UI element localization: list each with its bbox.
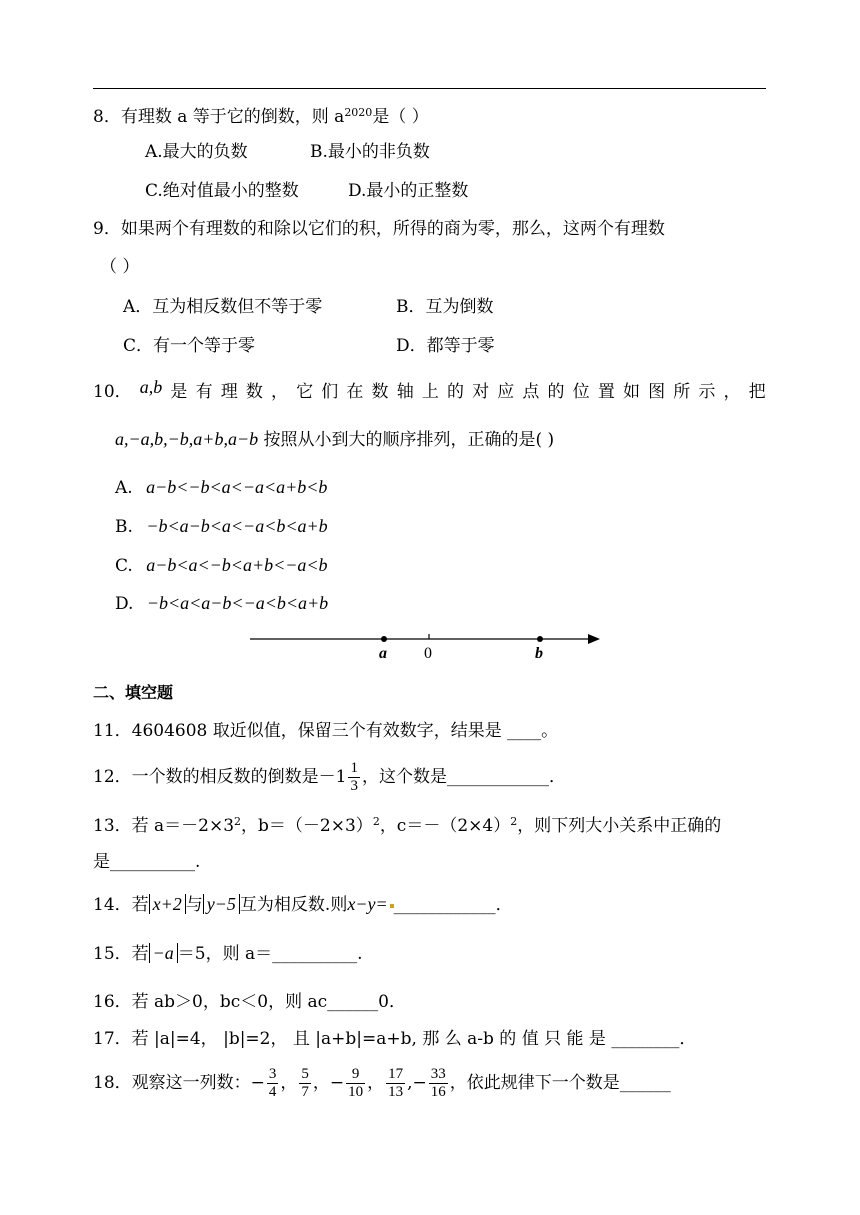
q18-fraction-2: $\frac{5}{7}$ bbox=[301, 1066, 309, 1100]
q13-line1: 13．若 $a=-2\times 3^2$，$b=(-2\times 3)^2$，$c=-(2\times 4)^2$，则下列大小关系中正确的 bbox=[93, 815, 722, 836]
q9-option-d: D．都等于零 bbox=[396, 336, 495, 356]
q18: 18．观察这一列数：− $\frac{3}{4}$ ， $\frac{5}{7}$ ，− $\frac{9}{10}$ ， $\frac{17}{13}$ ,− $\frac{33}{16}$ ，依此规律下一个数是______ bbox=[93, 1066, 671, 1100]
number-line-arrow bbox=[588, 634, 600, 644]
q17: 17．若 |a|=4， |b|=2， 且 |a+b|=a+b, 那 么 a-b 的 值 只 能 是 ________． bbox=[93, 1029, 697, 1049]
q18-fraction-1: $\frac{3}{4}$ bbox=[268, 1066, 277, 1100]
label-a: a bbox=[379, 645, 387, 662]
q15: 15．若 −a ＝5，则 a＝__________. bbox=[93, 943, 363, 964]
q10-option-d: D. −b<a<a−b<−a<b<a+b bbox=[115, 593, 329, 614]
section-title: 二、填空题 bbox=[93, 683, 174, 702]
q8-option-b: B.最小的非负数 bbox=[310, 142, 430, 162]
q10-option-a: A. a−b<−b<a<−a<a+b<b bbox=[115, 477, 328, 498]
number-line-figure bbox=[245, 625, 605, 665]
q12-fraction: $\frac{1}{3}$ bbox=[350, 760, 358, 794]
q10-option-b: B. −b<a−b<a<−a<b<a+b bbox=[115, 516, 328, 537]
q13-line2: 是__________. bbox=[93, 852, 201, 872]
label-b: b bbox=[535, 645, 543, 662]
q9-option-b: B．互为倒数 bbox=[396, 297, 494, 317]
q8-option-d: D.最小的正整数 bbox=[348, 181, 469, 201]
q8-option-a: A.最大的负数 bbox=[145, 142, 248, 162]
label-zero: 0 bbox=[424, 645, 432, 662]
q10-stem-line1: 10． a,b 是 有 理 数 ， 它 们 在 数 轴 上 的 对 应 点 的 位 置 如 图 所 示 ， 把 bbox=[93, 377, 766, 402]
q8-stem: 8．有理数 a 等于它的倒数，则 $a^{2020}$是（ ） bbox=[93, 106, 429, 127]
q9-option-c: C．有一个等于零 bbox=[123, 336, 256, 356]
header-rule bbox=[93, 88, 766, 89]
q16: 16．若 ab＞0，bc＜0，则 ac______0． bbox=[93, 992, 406, 1012]
q18-fraction-3: $\frac{9}{10}$ bbox=[348, 1066, 364, 1100]
point-a bbox=[381, 636, 387, 642]
q10-option-c: C. a−b<a<−b<a+b<−a<b bbox=[115, 555, 328, 576]
point-b bbox=[537, 636, 543, 642]
q9-stem: 9．如果两个有理数的和除以它们的积，所得的商为零，那么，这两个有理数 bbox=[93, 219, 665, 239]
q14: 14．若 x+2 与 y−5 互为相反数.则x−y= ____________． bbox=[93, 894, 513, 915]
q9-option-a: A．互为相反数但不等于零 bbox=[123, 297, 323, 317]
q8-option-c: C.绝对值最小的整数 bbox=[145, 181, 299, 201]
q11: 11．4604608 取近似值，保留三个有效数字，结果是 ____。 bbox=[93, 721, 559, 741]
q18-fraction-5: $\frac{33}{16}$ bbox=[430, 1066, 446, 1100]
q9-paren: （ ） bbox=[100, 257, 140, 277]
q10-stem-line2: a,−a,b,−b,a+b,a−b 按照从小到大的顺序排列，正确的是( ) bbox=[115, 429, 555, 450]
q18-fraction-4: $\frac{17}{13}$ bbox=[388, 1066, 404, 1100]
q12: 12．一个数的相反数的倒数是－1 $\frac{1}{3}$ ，这个数是____________． bbox=[93, 760, 566, 794]
